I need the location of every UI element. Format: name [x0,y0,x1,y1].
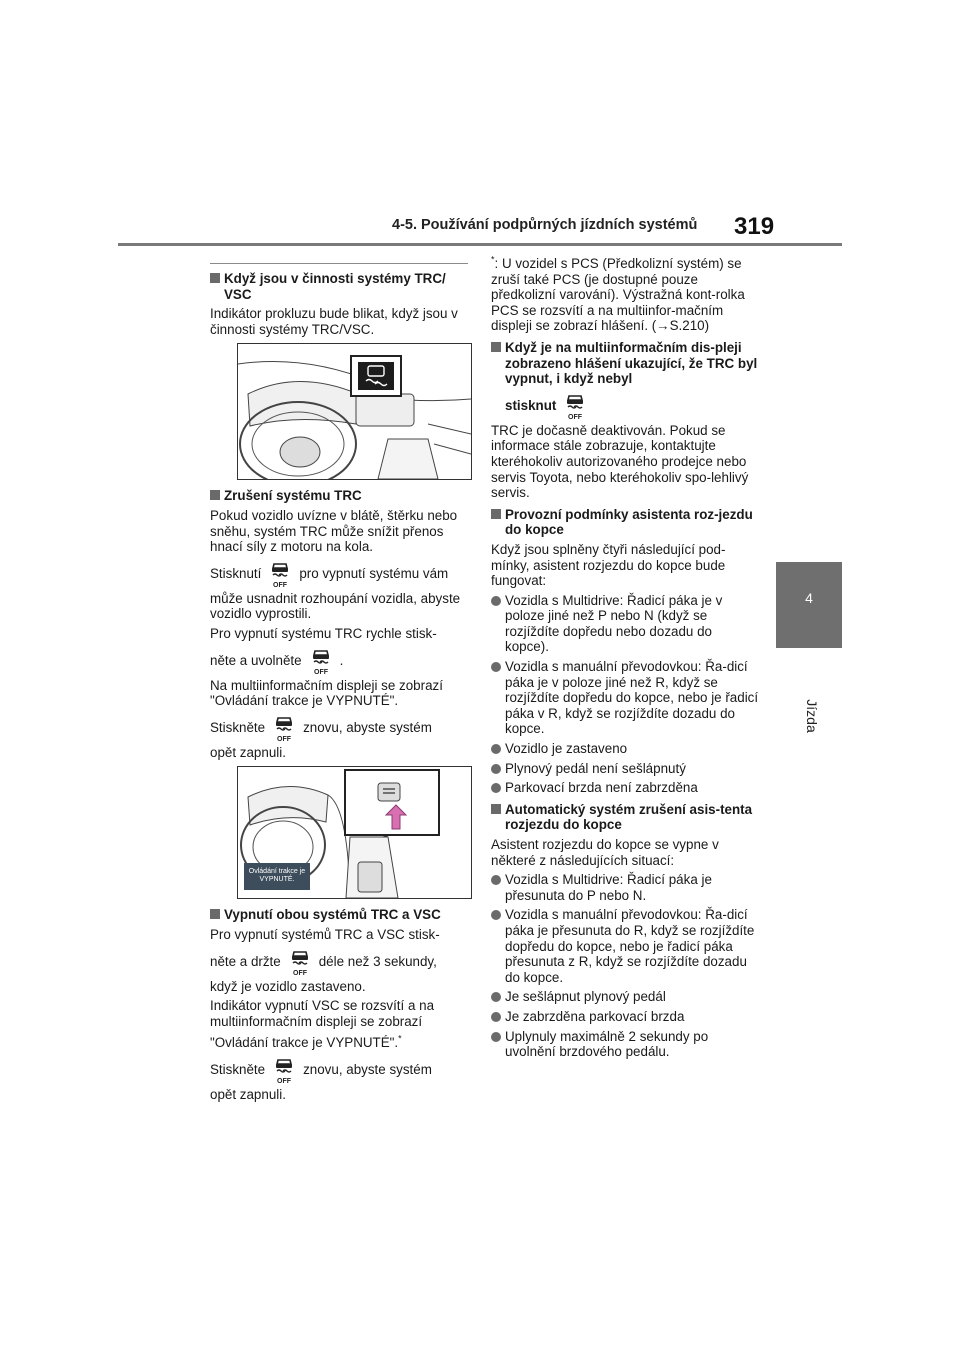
square-bullet-icon [210,490,220,500]
right-column [491,256,759,1064]
press-instruction [210,559,470,589]
square-bullet-icon [491,509,501,519]
list-item-text: Vozidlo je zastaveno [505,741,628,757]
list-item [491,989,759,1005]
paragraph: Indikátor vypnutí VSC se rozsvítí a na multiinformačním displeji se zobrazí [210,998,435,1029]
trc-off-switch-icon [271,713,297,743]
list-item [491,741,759,757]
dashboard-illustration-indicator [237,343,472,480]
heading-text: Provozní podmínky asistenta roz-jezdu do kopce [505,506,753,538]
text-fragment: stisknut [505,397,557,413]
text-fragment: něte a uvolněte [210,652,302,668]
hold-instruction [210,947,470,977]
list-item [491,1009,759,1025]
list-item-text: Uplynuly maximálně 2 sekundy po uvolnění brzdového pedálu. [505,1028,709,1060]
heading-trc-message [491,340,759,387]
header-divider [118,243,842,246]
heading-continuation [491,391,759,421]
trc-off-switch-icon [271,1055,297,1085]
heading-text: Automatický systém zrušení asis-tenta rozjezdu do kopce [505,801,753,833]
paragraph: Indikátor prokluzu bude blikat, když jsou v činnosti systémy TRC/VSC. [210,306,458,337]
dashboard-illustration-switch [237,766,472,899]
footnote [491,256,759,334]
circle-bullet-icon [491,992,501,1002]
again-instruction [210,713,470,743]
circle-bullet-icon [491,596,501,606]
list-item [491,907,759,985]
chapter-label: Jízda [804,699,820,733]
paragraph: může usnadnit rozhoupání vozidla, abyste vozidlo vyprostili. [210,590,461,622]
heading-trc-vsc-off [210,907,470,923]
list-item [491,1029,759,1060]
list-item-text: Vozidla s manuální převodovkou: Řa-dicí páka je přesunuta do R, když se rozjíždíte dopředu do kopce, nebo je řadicí páka přesunuta z R, když se rozjíždíte dozadu do kopce. [505,907,755,985]
heading-text: Když je na multiinformačním dis-pleji zobrazeno hlášení ukazující, že TRC byl vypnut, i když nebyl [505,339,758,387]
square-bullet-icon [210,909,220,919]
heading-trc-vsc-active [210,271,470,302]
text-fragment: pro vypnutí systému vám [299,565,449,581]
circle-bullet-icon [491,1012,501,1022]
traction-off-message: Ovládání trakce je VYPNUTÉ. [244,863,310,890]
footnote-marker: * [398,1033,402,1044]
column-rule [210,263,468,264]
list-item [491,593,759,655]
heading-trc-cancel [210,488,470,504]
text-fragment: Stiskněte [210,1062,266,1078]
heading-text: Zrušení systému TRC [224,488,362,504]
paragraph: opět zapnuli. [210,1086,286,1102]
text-fragment: . [339,652,344,668]
list-item [491,761,759,777]
text-fragment: "Ovládání trakce je VYPNUTÉ". [210,1035,399,1051]
paragraph: Pro vypnutí systému TRC rychle stisk- [210,625,437,641]
text-fragment: znovu, abyste systém [303,719,432,735]
list-item [491,659,759,737]
text-fragment: něte a držte [210,953,281,969]
paragraph: když je vozidlo zastaveno. [210,978,366,994]
text-fragment: Stiskněte [210,719,266,735]
paragraph: TRC je dočasně deaktivován. Pokud se informace stále zobrazuje, kontaktujte kteréhokoliv autorizovaného prodejce nebo servis Toyota, nebo kteréhokoliv spo-lehlivý servis. [491,422,749,501]
list-item [491,780,759,796]
list-item-text: Je sešlápnut plynový pedál [505,989,666,1005]
square-bullet-icon [491,342,501,352]
again-instruction-2 [210,1055,470,1085]
list-item-text: Vozidla s manuální převodovkou: Řa-dicí páka je v poloze jiné než R, když se rozjíždíte dopředu do kopce, nebo je řadicí páka v R, když se rozjíždíte dozadu do kopce. [505,659,759,737]
chapter-tab [776,562,842,648]
square-bullet-icon [491,804,501,814]
heading-text: Když jsou v činnosti systémy TRC/ VSC [224,271,446,302]
paragraph: Na multiinformačním displeji se zobrazí "Ovládání trakce je VYPNUTÉ". [210,677,443,709]
page-number: 319 [734,213,775,240]
paragraph: opět zapnuli. [210,744,286,760]
release-instruction [210,646,470,676]
trc-off-switch-icon [562,391,588,421]
section-title: 4-5. Používání podpůrných jízdních systémů [392,217,698,233]
chapter-number: 4 [805,590,813,606]
list-item-text: Parkovací brzda není zabrzděna [505,780,698,796]
footnote-marker: * [491,254,495,265]
paragraph [210,1035,470,1051]
list-item-text: Vozidla s Multidrive: Řadicí páka je v poloze jiné než P nebo N (když se rozjíždíte dopředu nebo dozadu do kopce). [505,592,723,655]
footnote-text: : U vozidel s PCS (Předkolizní systém) se zruší také PCS (je dostupné pouze předkolizní varování). Výstražná kont-rolka PCS se rozsvítí a na multiinfor-mačním displeji se zobrazí hlášení. (→S.210) [491,256,745,334]
heading-text: Vypnutí obou systémů TRC a VSC [224,907,441,923]
circle-bullet-icon [491,764,501,774]
list-item-text: Plynový pedál není sešlápnutý [505,760,686,776]
square-bullet-icon [210,273,220,283]
heading-hill-start-conditions [491,507,759,538]
trc-off-switch-icon [267,559,293,589]
left-column [210,263,470,1106]
paragraph: Pokud vozidlo uvízne v blátě, štěrku nebo sněhu, systém TRC může snížit přenos hnací síly z motoru na kola. [210,507,458,555]
list-item-text: Je zabrzděna parkovací brzda [505,1008,685,1024]
circle-bullet-icon [491,1032,501,1042]
paragraph: Když jsou splněny čtyři následující pod-mínky, asistent rozjezdu do kopce bude fungovat: [491,541,726,589]
paragraph: Asistent rozjezdu do kopce se vypne v některé z následujících situací: [491,837,719,868]
circle-bullet-icon [491,910,501,920]
text-fragment: znovu, abyste systém [303,1062,432,1078]
text-fragment: déle než 3 sekundy, [318,953,437,969]
text-fragment: Stisknutí [210,565,262,581]
circle-bullet-icon [491,783,501,793]
list-item [491,872,759,903]
list-item-text: Vozidla s Multidrive: Řadicí páka je přesunuta do P nebo N. [505,872,712,903]
circle-bullet-icon [491,662,501,672]
trc-off-switch-icon [287,947,313,977]
circle-bullet-icon [491,744,501,754]
trc-off-switch-icon [308,646,334,676]
circle-bullet-icon [491,875,501,885]
heading-hill-start-cancel [491,802,759,833]
paragraph: Pro vypnutí systémů TRC a VSC stisk- [210,926,440,942]
